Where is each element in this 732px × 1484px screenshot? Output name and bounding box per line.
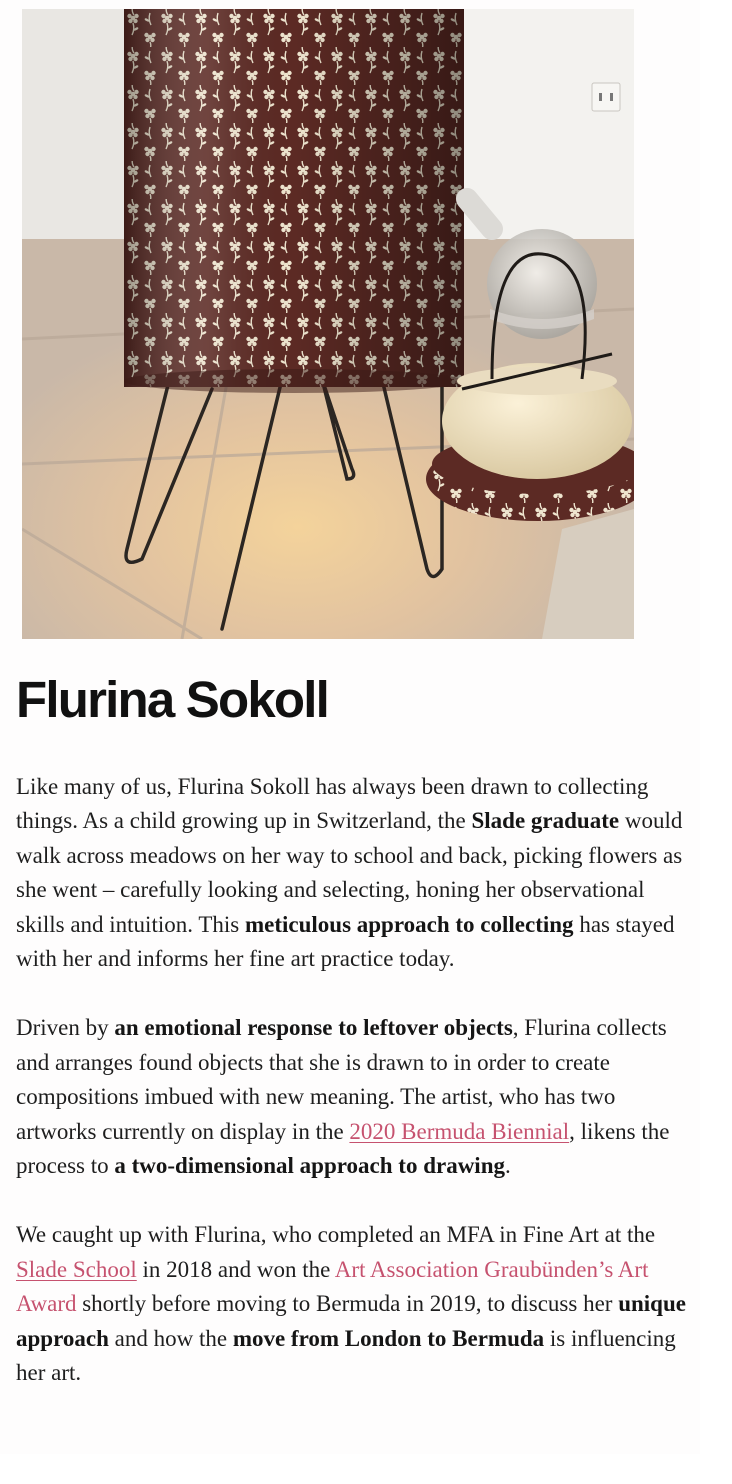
bold-phrase: a two-dimensional approach to drawing: [114, 1153, 505, 1179]
text: would walk across meadows on her way to school and back, picking flowers as she went – carefully looking and selecting, honing her observational skills and intuition. This: [16, 808, 683, 937]
bold-phrase: unique approach: [16, 1291, 686, 1351]
text: , likens the process to: [16, 1118, 670, 1179]
hero-image: [22, 9, 634, 639]
text: We caught up with Flurina, who completed an MFA in Fine Art at the: [16, 1222, 656, 1248]
bermuda-biennial-link[interactable]: 2020 Bermuda Biennial: [349, 1118, 570, 1144]
text: in 2018 and won the: [136, 1256, 335, 1282]
art-award-link[interactable]: Art Association Graubünden’s Art Award: [16, 1256, 649, 1317]
article-title: Flurina Sokoll: [16, 671, 329, 728]
bold-phrase: Slade graduate: [471, 808, 620, 834]
paragraph-3: [16, 1218, 696, 1390]
paragraph-2: [16, 1011, 696, 1183]
text: shortly before moving to Bermuda in 2019, to discuss her: [76, 1291, 619, 1317]
bold-phrase: move from London to Bermuda: [232, 1325, 545, 1351]
slade-school-link[interactable]: Slade School: [16, 1256, 137, 1282]
text: is influencing her art.: [16, 1325, 676, 1386]
text: , Flurina collects and arranges found objects that she is drawn to in order to create compositions imbued with new meaning. The artist, who has two artworks currently on display in the: [16, 1015, 667, 1144]
text: Like many of us, Flurina Sokoll has always been drawn to collecting things. As a child growing up in Switzerland, the: [16, 774, 649, 834]
text: has stayed with her and informs her fine art practice today.: [16, 911, 675, 972]
text: .: [505, 1153, 511, 1179]
article-body: [16, 770, 696, 1426]
paragraph-1: [16, 770, 696, 976]
text: and how the: [108, 1325, 233, 1351]
text: Driven by: [16, 1015, 115, 1041]
lamp-artwork-photo: [22, 9, 634, 639]
bold-phrase: an emotional response to leftover objects: [114, 1015, 513, 1041]
bold-phrase: meticulous approach to collecting: [244, 911, 574, 937]
